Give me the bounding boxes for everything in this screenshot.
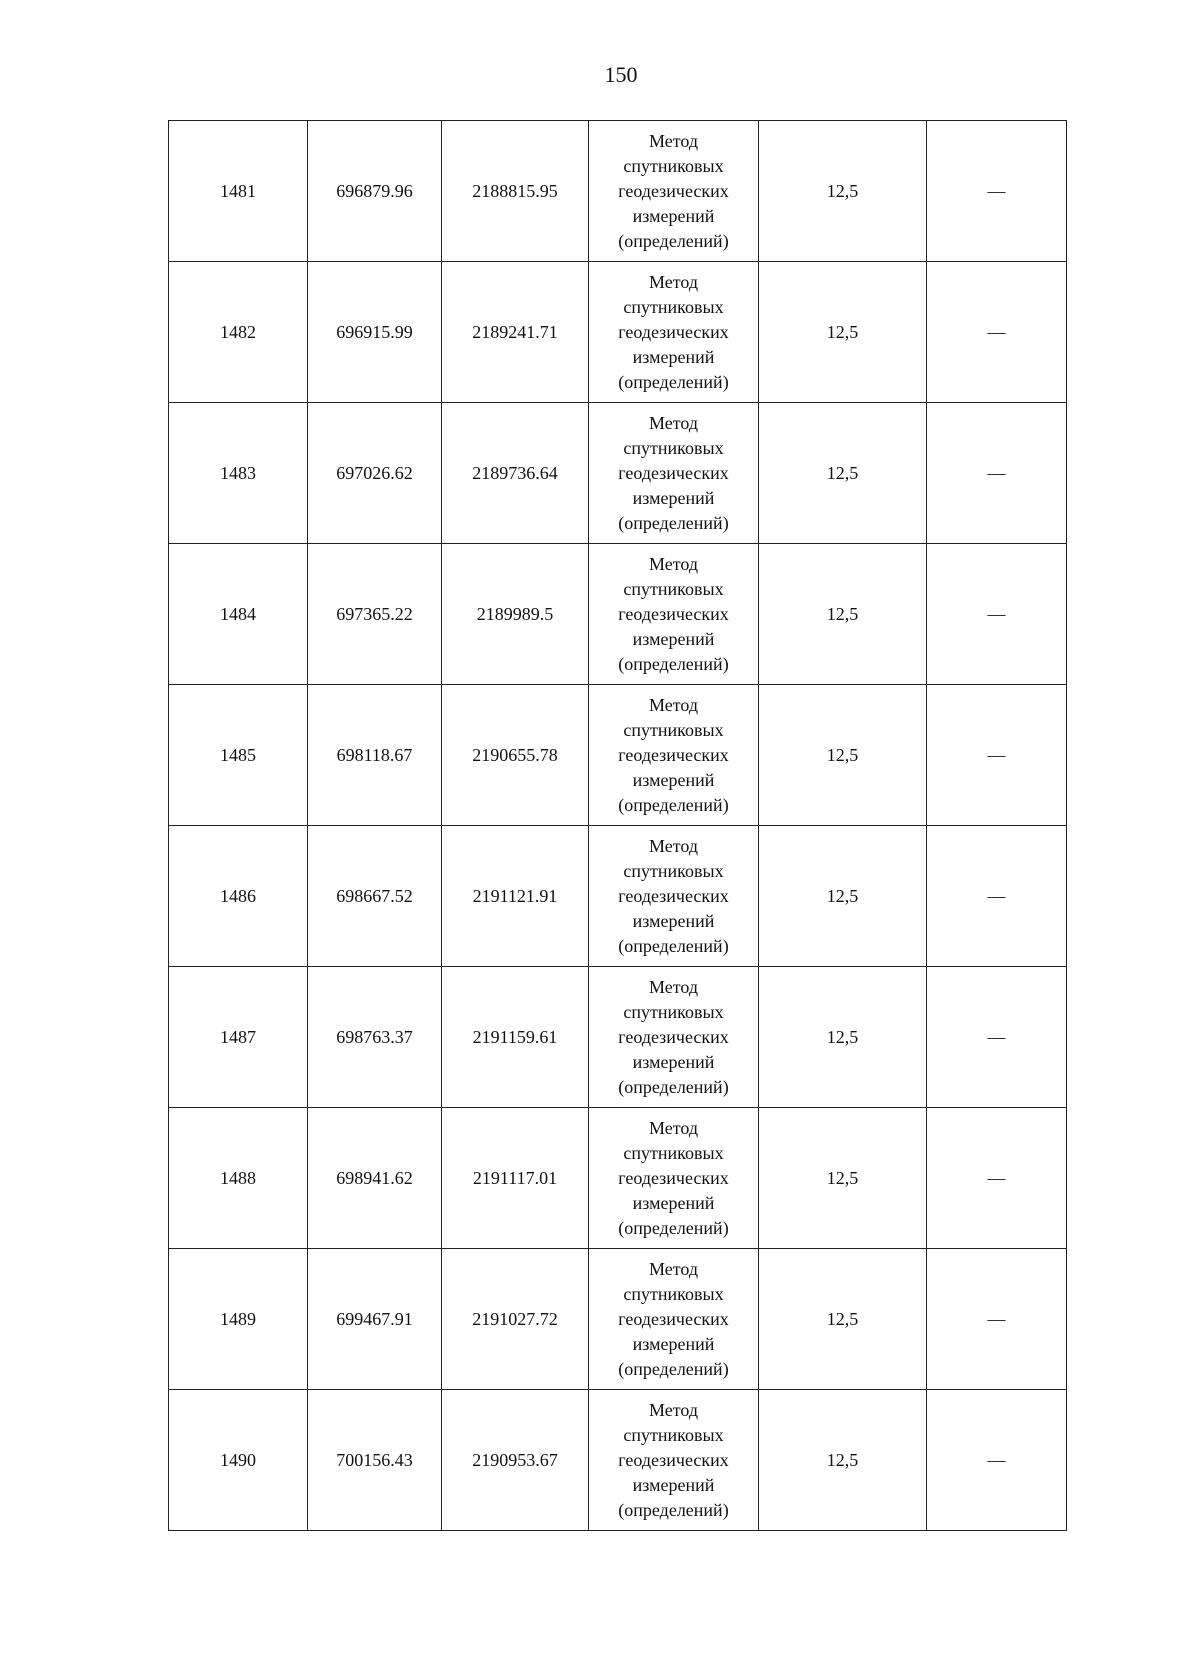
coordinate-y-cell: 2189989.5 <box>442 544 589 685</box>
note-dash: — <box>987 1167 1006 1188</box>
method-line: геодезических <box>618 180 729 201</box>
coordinate-y-cell: 2191159.61 <box>442 967 589 1108</box>
method-line: измерений <box>632 769 715 790</box>
method-cell <box>589 1390 759 1531</box>
method-line: (определений) <box>618 371 729 392</box>
point-number-cell: 1486 <box>169 826 308 967</box>
method-line: измерений <box>632 1192 715 1213</box>
method-line: геодезических <box>618 462 729 483</box>
coordinate-x-cell: 696915.99 <box>308 262 442 403</box>
point-number-cell: 1487 <box>169 967 308 1108</box>
method-cell <box>589 121 759 262</box>
method-line: геодезических <box>618 603 729 624</box>
accuracy-cell: 12,5 <box>759 403 927 544</box>
method-cell <box>589 544 759 685</box>
coordinates-table <box>168 120 1067 1531</box>
method-line: (определений) <box>618 1358 729 1379</box>
method-line: измерений <box>632 487 715 508</box>
note-dash: — <box>987 462 1006 483</box>
method-line: Метод <box>648 1117 699 1138</box>
coordinate-x-cell: 699467.91 <box>308 1249 442 1390</box>
method-line: (определений) <box>618 653 729 674</box>
coordinate-y-cell: 2191027.72 <box>442 1249 589 1390</box>
table-row <box>169 1249 1067 1390</box>
accuracy-cell: 12,5 <box>759 544 927 685</box>
method-line: Метод <box>648 130 699 151</box>
point-number-cell: 1489 <box>169 1249 308 1390</box>
coordinate-y-cell: 2188815.95 <box>442 121 589 262</box>
note-dash: — <box>987 1449 1006 1470</box>
method-line: (определений) <box>618 1499 729 1520</box>
note-cell <box>927 826 1067 967</box>
method-line: (определений) <box>618 1076 729 1097</box>
method-line: (определений) <box>618 935 729 956</box>
method-line: измерений <box>632 1051 715 1072</box>
note-cell <box>927 1390 1067 1531</box>
note-dash: — <box>987 1308 1006 1329</box>
coordinate-x-cell: 698118.67 <box>308 685 442 826</box>
coordinate-y-cell: 2190655.78 <box>442 685 589 826</box>
method-line: Метод <box>648 694 699 715</box>
method-line: спутниковых <box>623 296 724 317</box>
method-line: Метод <box>648 835 699 856</box>
point-number-cell: 1488 <box>169 1108 308 1249</box>
accuracy-cell: 12,5 <box>759 685 927 826</box>
coordinate-y-cell: 2189241.71 <box>442 262 589 403</box>
method-cell <box>589 1108 759 1249</box>
method-line: спутниковых <box>623 719 724 740</box>
note-dash: — <box>987 603 1006 624</box>
method-line: геодезических <box>618 1167 729 1188</box>
note-cell <box>927 1249 1067 1390</box>
note-cell <box>927 262 1067 403</box>
table-row <box>169 544 1067 685</box>
method-line: геодезических <box>618 1449 729 1470</box>
note-cell <box>927 1108 1067 1249</box>
method-line: спутниковых <box>623 1142 724 1163</box>
method-cell <box>589 826 759 967</box>
note-dash: — <box>987 744 1006 765</box>
table-row <box>169 1390 1067 1531</box>
table-row <box>169 967 1067 1108</box>
method-line: измерений <box>632 205 715 226</box>
method-line: геодезических <box>618 1026 729 1047</box>
method-line: спутниковых <box>623 1283 724 1304</box>
coordinate-x-cell: 697365.22 <box>308 544 442 685</box>
method-line: спутниковых <box>623 155 724 176</box>
method-line: спутниковых <box>623 860 724 881</box>
note-cell <box>927 967 1067 1108</box>
method-line: геодезических <box>618 1308 729 1329</box>
accuracy-cell: 12,5 <box>759 1108 927 1249</box>
table-row <box>169 121 1067 262</box>
method-line: измерений <box>632 1474 715 1495</box>
method-line: Метод <box>648 976 699 997</box>
note-cell <box>927 121 1067 262</box>
point-number-cell: 1482 <box>169 262 308 403</box>
method-line: (определений) <box>618 794 729 815</box>
coordinate-x-cell: 698763.37 <box>308 967 442 1108</box>
method-line: спутниковых <box>623 578 724 599</box>
coordinates-table-body <box>169 121 1067 1531</box>
note-dash: — <box>987 180 1006 201</box>
method-line: измерений <box>632 1333 715 1354</box>
method-line: спутниковых <box>623 1424 724 1445</box>
coordinate-y-cell: 2191117.01 <box>442 1108 589 1249</box>
method-line: геодезических <box>618 885 729 906</box>
coordinate-x-cell: 697026.62 <box>308 403 442 544</box>
coordinate-y-cell: 2189736.64 <box>442 403 589 544</box>
method-cell <box>589 685 759 826</box>
method-line: измерений <box>632 910 715 931</box>
method-line: спутниковых <box>623 1001 724 1022</box>
table-row <box>169 685 1067 826</box>
method-line: геодезических <box>618 321 729 342</box>
accuracy-cell: 12,5 <box>759 1249 927 1390</box>
method-line: Метод <box>648 553 699 574</box>
coordinate-y-cell: 2190953.67 <box>442 1390 589 1531</box>
table-row <box>169 826 1067 967</box>
method-line: геодезических <box>618 744 729 765</box>
coordinate-x-cell: 700156.43 <box>308 1390 442 1531</box>
point-number-cell: 1483 <box>169 403 308 544</box>
note-dash: — <box>987 1026 1006 1047</box>
note-dash: — <box>987 885 1006 906</box>
accuracy-cell: 12,5 <box>759 121 927 262</box>
method-line: измерений <box>632 628 715 649</box>
method-line: спутниковых <box>623 437 724 458</box>
page-number: 150 <box>604 62 638 87</box>
method-line: Метод <box>648 1399 699 1420</box>
method-line: измерений <box>632 346 715 367</box>
table-row <box>169 1108 1067 1249</box>
point-number-cell: 1484 <box>169 544 308 685</box>
note-cell <box>927 403 1067 544</box>
table-row <box>169 403 1067 544</box>
table-row <box>169 262 1067 403</box>
coordinate-x-cell: 696879.96 <box>308 121 442 262</box>
method-line: Метод <box>648 412 699 433</box>
accuracy-cell: 12,5 <box>759 1390 927 1531</box>
coordinate-y-cell: 2191121.91 <box>442 826 589 967</box>
method-line: (определений) <box>618 512 729 533</box>
accuracy-cell: 12,5 <box>759 967 927 1108</box>
method-cell <box>589 1249 759 1390</box>
method-line: (определений) <box>618 1217 729 1238</box>
note-cell <box>927 544 1067 685</box>
method-line: Метод <box>648 271 699 292</box>
method-cell <box>589 403 759 544</box>
method-cell <box>589 967 759 1108</box>
method-cell <box>589 262 759 403</box>
coordinate-x-cell: 698667.52 <box>308 826 442 967</box>
point-number-cell: 1490 <box>169 1390 308 1531</box>
accuracy-cell: 12,5 <box>759 262 927 403</box>
method-line: Метод <box>648 1258 699 1279</box>
point-number-cell: 1485 <box>169 685 308 826</box>
point-number-cell: 1481 <box>169 121 308 262</box>
method-line: (определений) <box>618 230 729 251</box>
coordinate-x-cell: 698941.62 <box>308 1108 442 1249</box>
note-cell <box>927 685 1067 826</box>
note-dash: — <box>987 321 1006 342</box>
accuracy-cell: 12,5 <box>759 826 927 967</box>
